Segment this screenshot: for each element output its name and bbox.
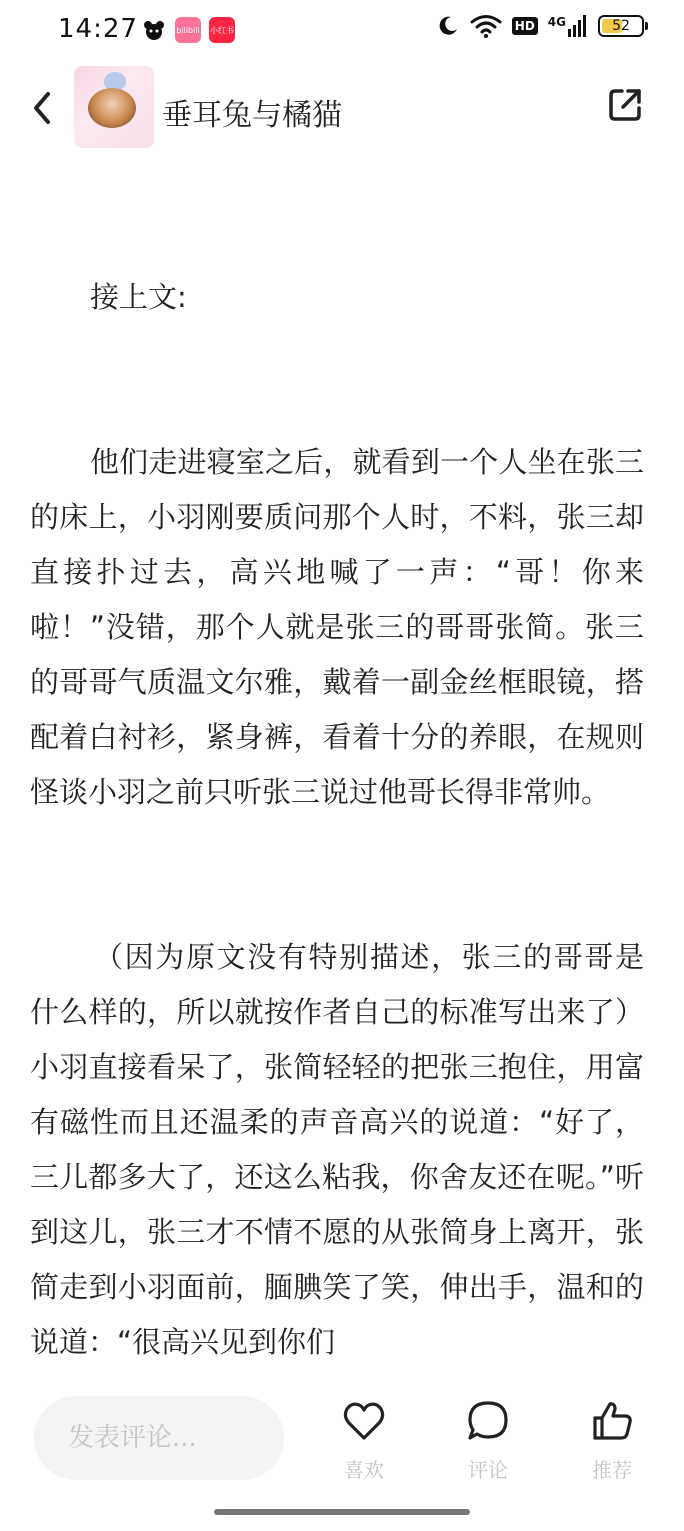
back-arrow-icon[interactable] — [28, 90, 58, 126]
like-button[interactable] — [324, 1398, 404, 1483]
status-app-icons — [141, 17, 235, 43]
signal-bars-icon — [568, 15, 588, 37]
signal-indicator — [548, 15, 588, 37]
xiaohongshu-app-icon: 小红书 — [209, 17, 235, 43]
status-bar — [0, 0, 684, 62]
thumbs-up-icon — [589, 1398, 635, 1444]
share-icon[interactable] — [606, 86, 644, 124]
article-paragraph: （因为原文没有特别描述，张三的哥哥是什么样的，所以就按作者自己的标准写出来了）小羽直接看呆了，张简轻轻的把张三抱住，用富有磁性而且还温柔的声音高兴的说道：“好了，三儿都多大了，还这么粘我，你舍友还在呢。”听到这儿，张三才不情不愿的从张简身上离开，张简走到小羽面前，腼腆笑了笑，伸出手，温和的说道：“很高兴见到你们 — [30, 940, 644, 1359]
avatar-face — [88, 88, 136, 128]
wifi-icon — [470, 14, 502, 38]
dog-app-icon — [141, 17, 167, 43]
moon-icon — [436, 14, 460, 38]
author-name[interactable]: 垂耳兔与橘猫 — [162, 98, 342, 133]
status-time: 14:27 — [58, 14, 138, 44]
article-paragraph: 他们走进寝室之后，就看到一个人坐在张三的床上，小羽刚要质问那个人时，不料，张三却直接扑过去，高兴地喊了一声：“哥！你来啦！”没错，那个人就是张三的哥哥张简。张三的哥哥气质温文尔雅，戴着一副金丝框眼镜，搭配着白衬衫，紧身裤，看着十分的养眼，在规则怪谈小羽之前只听张三说过他哥长得非常帅。 — [30, 445, 644, 809]
battery-level: 52 — [612, 18, 630, 34]
network-type-label: 4G — [547, 15, 566, 29]
comment-label: 评论 — [468, 1458, 508, 1482]
author-avatar[interactable] — [74, 66, 154, 148]
comment-button[interactable] — [448, 1398, 528, 1483]
article-body — [30, 156, 644, 1378]
bottom-action-bar — [0, 1378, 684, 1531]
like-label: 喜欢 — [344, 1458, 384, 1482]
comment-bubble-icon — [465, 1398, 511, 1444]
home-indicator[interactable] — [214, 1509, 470, 1515]
header — [0, 62, 684, 156]
battery-indicator — [598, 15, 644, 37]
status-indicators — [436, 14, 644, 38]
recommend-label: 推荐 — [592, 1458, 632, 1482]
recommend-button[interactable] — [572, 1398, 652, 1483]
article-paragraph: 接上文: — [90, 280, 187, 314]
comment-input[interactable] — [34, 1396, 284, 1480]
hd-badge: HD — [512, 17, 538, 35]
bilibili-app-icon: bilibili — [175, 17, 201, 43]
heart-icon — [341, 1398, 387, 1444]
